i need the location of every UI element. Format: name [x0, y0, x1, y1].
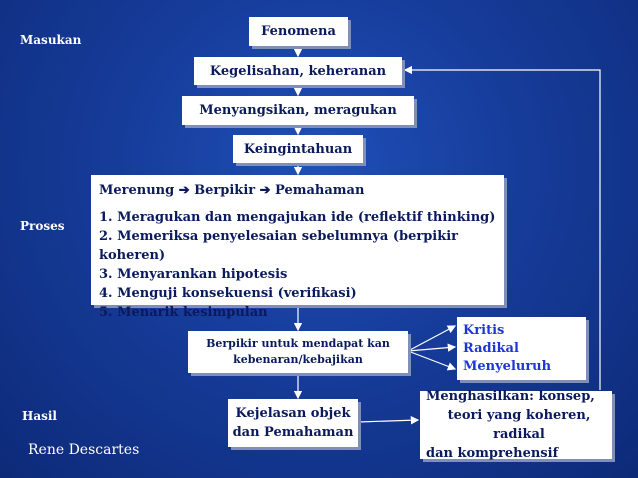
menghasilkan-line-3: dan komprehensif: [426, 446, 559, 461]
quality-item: Radikal: [463, 340, 519, 356]
menghasilkan-line-1: Menghasilkan: konsep,: [426, 389, 595, 404]
box-menyangsikan: Menyangsikan, meragukan: [182, 96, 414, 125]
step-item: 2. Memeriksa penyelesaian sebelumnya (berpikir koheren): [99, 229, 459, 263]
berpikir-line-1: Berpikir untuk mendapat kan: [206, 337, 390, 350]
section-label-output: Hasil: [22, 409, 57, 423]
author-credit: Rene Descartes: [28, 442, 140, 458]
box-qualities: [457, 317, 586, 380]
kejelasan-line-2: dan Pemahaman: [232, 425, 354, 440]
kejelasan-line-1: Kejelasan objek: [235, 406, 351, 421]
menghasilkan-line-2: teori yang koheren, radikal: [447, 408, 591, 442]
box-kejelasan: [228, 399, 358, 447]
box-berpikir: [188, 331, 408, 373]
quality-item: Kritis: [463, 322, 505, 338]
box-menghasilkan: [420, 391, 612, 459]
step-item: 5. Menarik kesimpulan: [99, 305, 268, 320]
step-item: 4. Menguji konsekuensi (verifikasi): [99, 286, 357, 301]
box-kegelisahan: Kegelisahan, keheranan: [194, 57, 402, 85]
section-label-input: Masukan: [20, 33, 82, 47]
box-process-steps: [91, 175, 504, 320]
steps-header: Merenung ➔ Berpikir ➔ Pemahaman: [99, 183, 365, 198]
section-label-process: Proses: [20, 219, 65, 233]
berpikir-line-2: kebenaran/kebajikan: [233, 353, 363, 366]
box-keingintahuan: Keingintahuan: [233, 135, 363, 163]
step-item: 1. Meragukan dan mengajukan ide (reflektif thinking): [99, 210, 496, 225]
quality-item: Menyeluruh: [463, 358, 552, 374]
step-item: 3. Menyarankan hipotesis: [99, 267, 288, 282]
box-fenomena: Fenomena: [249, 17, 348, 46]
